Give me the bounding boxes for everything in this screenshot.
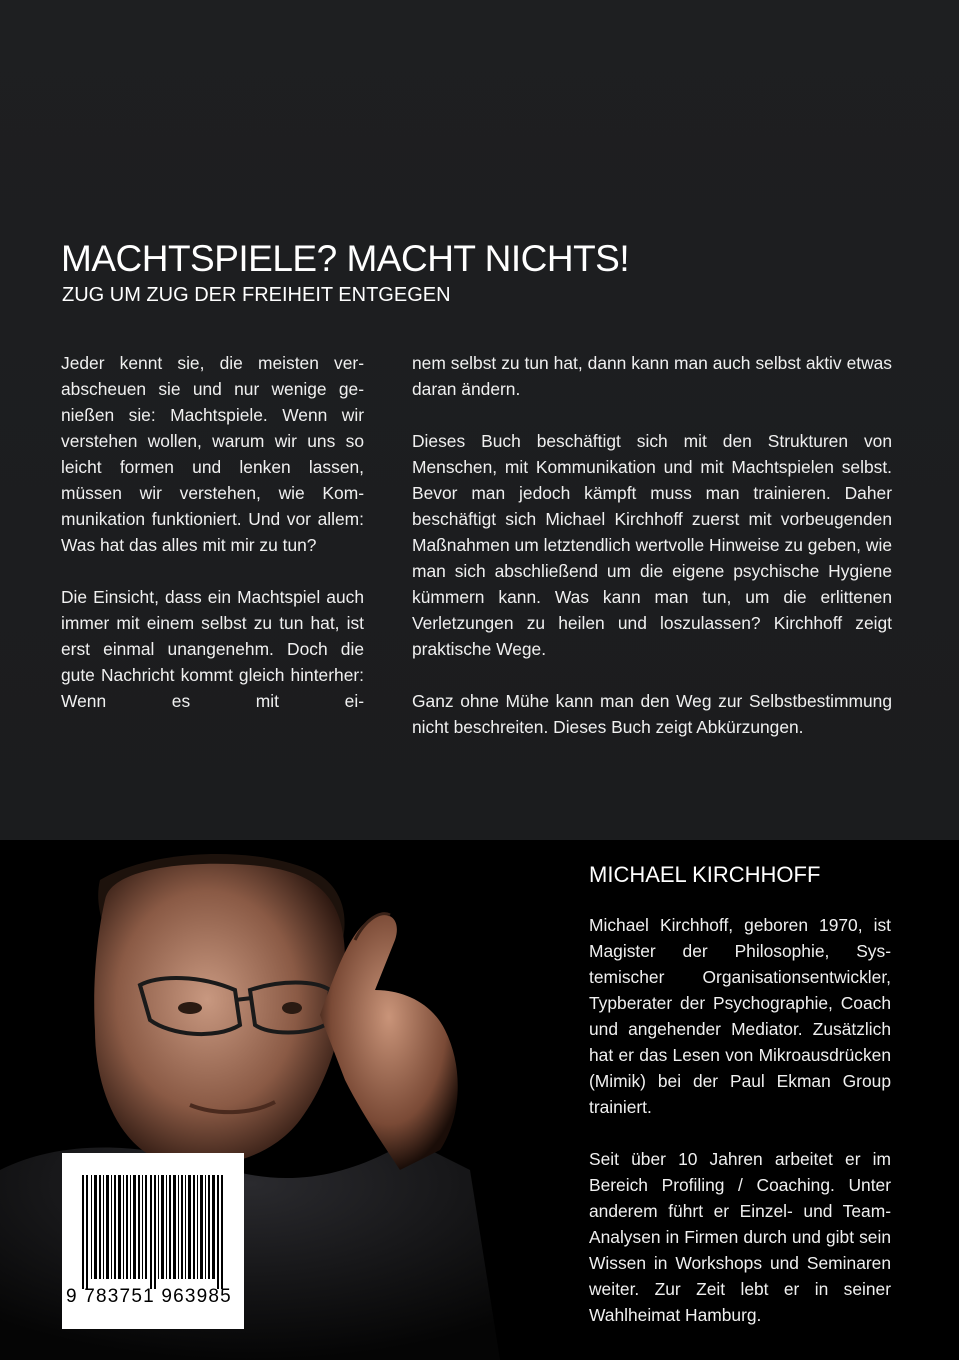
blurb-column-right [412, 350, 892, 766]
blurb-paragraph: Jeder kennt sie, die meisten verabscheuen sie und nur wenige genießen sie: Machtspiele. Wenn wir verstehen wollen, warum wir uns so leicht formen und lenken lassen, müssen wir verstehen, wie Kommunikation funktioniert. Und vor allem: Was hat das alles mit mir zu tun? [61, 353, 364, 555]
bio-paragraph: Seit über 10 Jahren arbeitet er im Bereich Profiling / Coaching. Unter anderem führt er Einzel- und Team-Analysen in Firmen durch und gibt sein Wissen in Workshops und Seminaren weiter. Zur Zeit lebt er in seiner Wahlheimat Hamburg. [589, 1149, 891, 1325]
blurb-paragraph: nem selbst zu tun hat, dann kann man auch selbst aktiv etwas daran ändern. [412, 353, 892, 399]
book-title: MACHTSPIELE? MACHT NICHTS! [61, 238, 630, 279]
isbn-barcode [62, 1153, 244, 1329]
blurb-column-left [61, 350, 364, 740]
blurb-paragraph: Ganz ohne Mühe kann man den Weg zur Selbstbestimmung nicht beschreiten. Dieses Buch zeigt Abkürzungen. [412, 691, 892, 737]
author-name: MICHAEL KIRCHHOFF [589, 862, 821, 887]
author-bio [589, 912, 891, 1354]
blurb-paragraph: Dieses Buch beschäftigt sich mit den Strukturen von Menschen, mit Kommunikation und mit Machtspielen selbst. Bevor man jedoch kämpft muss man trainieren. Daher beschäftigt sich Michael Kirchhoff zuerst mit vorbeugenden Maßnahmen um letztendlich wertvolle Hinweise zu geben, wie man sich abschließend um die eigene psychische Hygiene kümmern kann. Was kann man tun, um die erlittenen Verletzungen zu heilen und loszulassen? Kirchhoff zeigt praktische Wege. [412, 431, 892, 659]
blurb-paragraph: Die Einsicht, dass ein Machtspiel auch immer mit einem selbst zu tun hat, ist erst einmal unangenehm. Doch die gute Nachricht kommt gleich hinterher: Wenn es mit ei- [61, 587, 364, 711]
book-subtitle: ZUG UM ZUG DER FREIHEIT ENTGEGEN [62, 284, 451, 306]
isbn-number: 9 783751 963985 [66, 1286, 232, 1307]
bio-paragraph: Michael Kirchhoff, geboren 1970, ist Magister der Philosophie, Systemischer Organisationsentwickler, Typberater der Psychographie, Coach und angehender Mediator. Zusätzlich hat er das Lesen von Mikroausdrücken (Mimik) bei der Paul Ekman Group trainiert. [589, 915, 891, 1117]
